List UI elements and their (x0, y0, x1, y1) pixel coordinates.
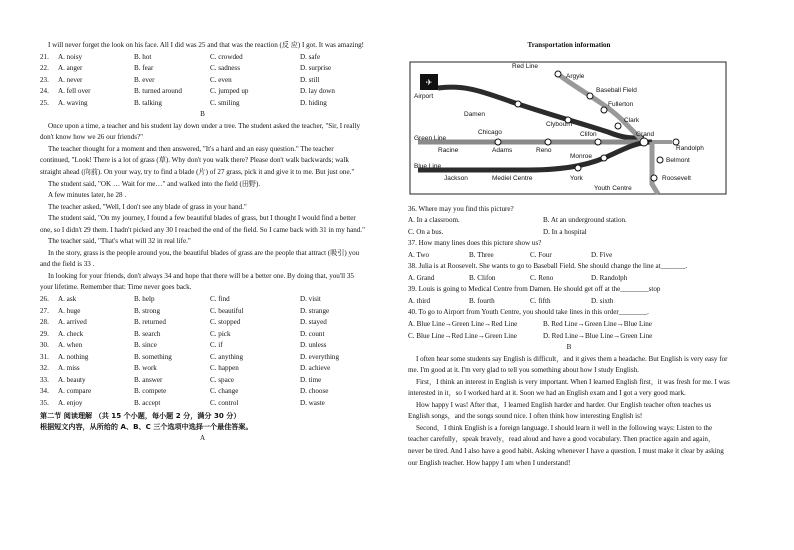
station-clifon (595, 139, 601, 145)
option-c: C. anything (210, 352, 244, 361)
question-text: 40. To go to Airport from Youth Centre, you should take lines in this order________. (408, 308, 649, 317)
label-airport: Airport (414, 92, 434, 100)
station-clark (615, 123, 621, 129)
station-damen (515, 101, 521, 107)
option-num: 34. (40, 387, 49, 396)
passage-b-paragraph: A few minutes later, he 28 . (48, 191, 127, 200)
station-argyle (555, 71, 561, 77)
option-num: 24. (40, 87, 49, 96)
option-c: C. space (210, 375, 235, 384)
label-damen: Damen (464, 110, 485, 118)
option-num: 32. (40, 364, 49, 373)
passage-b-paragraph: The teacher thought for a moment and then answered, "It's a hard and an easy question." The teacher continued, "Look! There is a lot of grass (草). Why don't you walk there? Please don't walk backwards; walk straight ahead (向前). On your way, try to find a blade (片) of 27 grass, pick it and give it to me. But just one." (40, 144, 355, 177)
option-c: C. happen (210, 364, 239, 373)
answer-b: B. fourth (469, 296, 495, 305)
option-row (40, 398, 365, 410)
option-d: D. count (300, 329, 325, 338)
answer-c: C. On a bus. (408, 227, 444, 236)
answer-c: C. Reno (530, 273, 554, 282)
options-a-list (40, 52, 365, 110)
question-text: 38. Julia is at Roosevelt. She wants to go to Baseball Field. She should change the line at_______. (408, 262, 688, 271)
passage-b-paragraph: In the story, grass is the people around you, the beautiful blades of grass are the people that attract (吸引) you and the field is 33 . (40, 248, 360, 269)
option-d: D. still (300, 75, 320, 84)
answer-row (408, 215, 730, 227)
question-text: 36. Where may you find this picture? (408, 204, 514, 213)
option-c: C. stopped (210, 318, 241, 327)
option-row (40, 386, 365, 398)
answer-b: B. Three (469, 250, 494, 259)
option-d: D. lay down (300, 87, 335, 96)
label-belmont: Belmont (666, 156, 690, 164)
option-a: A. never (58, 75, 83, 84)
options-b-list (40, 294, 365, 409)
answer-row (408, 227, 730, 239)
label-racine: Racine (438, 146, 459, 154)
option-a: A. waving (58, 98, 88, 107)
label-reno: Reno (536, 146, 552, 154)
option-a: A. huge (58, 306, 81, 315)
station-fullerton (601, 107, 607, 113)
station-chicago (495, 139, 501, 145)
intro-paragraph: I will never forget the look on his face. All I did was 25 and that was the reaction (反 应) I got. It was amazing! (48, 41, 365, 49)
answer-d: D. In a hospital (543, 227, 587, 236)
option-row (40, 86, 365, 98)
option-num: 23. (40, 75, 49, 84)
questions-list (408, 204, 730, 343)
answer-a: A. Grand (408, 273, 435, 282)
passage-b-paragraph: The teacher asked, "Well, I don't see any blade of grass in your hand." (48, 202, 247, 211)
option-d: D. hiding (300, 98, 327, 107)
passage-b-paragraph: The student said, "OK … Wait for me…" and walked into the field (田野). (48, 179, 261, 188)
option-row (40, 329, 365, 341)
option-a: A. enjoy (58, 398, 83, 407)
option-d: D. everything (300, 352, 340, 361)
passage-b-paragraph: Once upon a time, a teacher and his student lay down under a tree. The student asked the teacher, "Sir, I really don't know how we 26 our friends?" (40, 121, 361, 142)
station-roosevelt (651, 175, 657, 181)
option-c: C. smiling (210, 98, 240, 107)
option-row (40, 294, 365, 306)
label-medical-centre: Mediel Centre (492, 174, 533, 182)
label-red-line: Red Line (512, 62, 539, 70)
option-a: A. anger (58, 64, 83, 73)
passage-b-paragraph: The student said, "On my journey, I found a few beautiful blades of grass, but I thought I would find a better one, so I didn't 29 them. I hadn't picked any 30 I reached the end of the field. So I came back with 31 in my hand." (40, 214, 365, 234)
passage-paragraph: First，I think an interest in English is very important. When I learned English first，it was fresh for me. I was interested in it，so I worked hard at it. Soon we had an English exam and I got a very good mark. (408, 377, 730, 398)
passage-b (40, 121, 365, 294)
option-num: 29. (40, 329, 49, 338)
label-jackson: Jackson (444, 174, 468, 182)
option-num: 25. (40, 98, 49, 107)
option-row (40, 306, 365, 318)
option-b: B. strong (134, 306, 161, 315)
heading-a: A (199, 433, 206, 442)
station-baseball (587, 93, 593, 99)
option-c: C. change (210, 387, 239, 396)
option-row (40, 340, 365, 352)
station-belmont (657, 157, 663, 163)
label-monroe: Monroe (570, 152, 593, 160)
option-a: A. noisy (58, 52, 83, 61)
label-clybourn: Clybourn (546, 120, 573, 128)
label-grand: Grand (636, 130, 655, 138)
answer-d: D. Red Line→Blue Line→Green Line (543, 331, 653, 340)
label-blue-line: Blue Line (414, 162, 442, 170)
option-num: 21. (40, 52, 49, 61)
section-title: 第二节 阅读理解 （共 15 个小题，每小题 2 分，满分 30 分） (40, 410, 241, 420)
option-d: D. time (300, 375, 322, 384)
answer-a: A. Blue Line→Green Line→Red Line (408, 320, 518, 329)
option-b: B. compete (134, 387, 167, 396)
passage-b-paragraph: The teacher said, "That's what will 32 in real life." (48, 237, 191, 246)
label-fullerton: Fullerton (608, 100, 634, 108)
option-c: C. jumped up (210, 87, 249, 96)
option-b: B. something (134, 352, 172, 361)
label-green-line: Green Line (414, 134, 447, 142)
option-b: B. hot (134, 52, 152, 61)
answer-c: C. fifth (530, 296, 551, 305)
option-b: B. work (134, 364, 157, 373)
option-row (40, 352, 365, 364)
option-d: D. strange (300, 306, 330, 315)
answer-c: C. Blue Line→Red Line→Green Line (408, 331, 517, 340)
label-adams: Adams (492, 146, 513, 154)
option-b: B. returned (134, 318, 166, 327)
transit-map-svg (408, 54, 730, 200)
label-argyle: Argyle (566, 72, 585, 80)
option-d: D. choose (300, 387, 329, 396)
label-randolph: Randolph (676, 144, 704, 152)
option-c: C. beautiful (210, 306, 244, 315)
option-d: D. stayed (300, 318, 327, 327)
station-reno (545, 139, 551, 145)
left-column (40, 40, 365, 444)
option-row (40, 98, 365, 110)
option-a: A. nothing (58, 352, 89, 361)
option-row (40, 75, 365, 87)
option-b: B. search (134, 329, 161, 338)
answer-row (408, 273, 730, 285)
heading-b: B (200, 110, 205, 119)
option-b: B. fear (134, 64, 154, 73)
option-d: D. safe (300, 52, 321, 61)
option-row (40, 363, 365, 375)
answer-row (408, 296, 730, 308)
option-d: D. surprise (300, 64, 332, 73)
option-d: D. visit (300, 295, 321, 304)
right-column (408, 40, 730, 469)
label-clifon: Clifon (580, 130, 597, 138)
option-b: B. ever (134, 75, 155, 84)
option-row (40, 317, 365, 329)
option-num: 35. (40, 398, 49, 407)
answer-d: D. Randolph (591, 273, 628, 282)
plane-icon: ✈ (425, 77, 433, 87)
option-b: B. answer (134, 375, 163, 384)
answer-c: C. Four (530, 250, 552, 259)
option-a: A. miss (58, 364, 80, 373)
answer-b: B. Red Line→Green Line→Blue Line (543, 320, 652, 329)
answer-row (408, 250, 730, 262)
option-c: C. find (210, 295, 230, 304)
map-title: Transportation information (527, 41, 611, 49)
option-b: B. help (134, 295, 155, 304)
answer-a: A. Two (408, 250, 430, 259)
answer-row (408, 319, 730, 331)
option-c: C. crowded (210, 52, 243, 61)
label-youth-centre: Youth Centre (594, 184, 632, 192)
option-c: C. pick (210, 329, 231, 338)
option-row (40, 52, 365, 64)
option-num: 22. (40, 64, 49, 73)
option-b: B. turned around (134, 87, 182, 96)
option-a: A. when (58, 341, 83, 350)
station-york (575, 165, 581, 171)
option-c: C. even (210, 75, 232, 84)
label-chicago: Chicago (478, 128, 502, 136)
option-row (40, 63, 365, 75)
option-num: 30. (40, 341, 49, 350)
heading-b-right: B (566, 343, 572, 352)
transit-map (408, 54, 730, 200)
question-text: 37. How many lines does this picture show us? (408, 239, 542, 248)
option-a: A. beauty (58, 375, 86, 384)
option-d: D. waste (300, 398, 325, 407)
passage-paragraph: Second，I think English is a foreign language. I should learn it well in the following ways: Listen to the teacher carefully，speak bravely，read aloud and have a good vocabulary. Then practice again and again，never be tired. And I also have a good habit. Asking whenever I have a question. I must make it clear by asking our English teacher. How happy I am when I understand! (408, 423, 724, 467)
option-d: D. unless (300, 341, 327, 350)
section-instruction: 根据短文内容，从所给的 A、B、C 三个选项中选择一个最佳答案。 (40, 422, 253, 432)
passage-b-paragraph: In looking for your friends, don't always 34 and hope that there will be a better one. By doing that, you'll 35 your lifetime. Remember that: Time never goes back. (40, 271, 354, 292)
option-b: B. talking (134, 98, 162, 107)
label-york: York (570, 174, 583, 182)
answer-b: B. At an underground station. (543, 216, 627, 225)
option-num: 31. (40, 352, 49, 361)
option-c: C. control (210, 398, 239, 407)
station-grand (640, 138, 648, 146)
option-b: B. since (134, 341, 157, 350)
answer-d: D. Five (591, 250, 613, 259)
label-baseball-field: Baseball Field (596, 86, 637, 94)
option-d: D. achieve (300, 364, 331, 373)
answer-a: A. In a classroom. (408, 216, 460, 225)
option-num: 26. (40, 295, 49, 304)
option-num: 33. (40, 375, 49, 384)
answer-b: B. Clifon (469, 273, 496, 282)
answer-d: D. sixth (591, 296, 614, 305)
station-monroe (601, 155, 607, 161)
option-a: A. fell over (58, 87, 91, 96)
answer-row (408, 331, 730, 343)
option-a: A. check (58, 329, 84, 338)
answer-a: A. third (408, 296, 431, 305)
option-c: C. sadness (210, 64, 240, 73)
option-a: A. arrived (58, 318, 87, 327)
option-c: C. if (210, 341, 223, 350)
passage-paragraph: I often hear some students say English is difficult，and it gives them a headache. But English is very easy for me. I'm good at it. I'm very glad to tell you something about how I study English. (408, 354, 728, 375)
label-roosevelt: Roosevelt (662, 174, 691, 182)
passage-right (408, 354, 730, 469)
question-text: 39. Louis is going to Medical Centre from Damen. He should get off at the________stop (408, 285, 661, 294)
option-num: 27. (40, 306, 49, 315)
option-row (40, 375, 365, 387)
label-clark: Clark (624, 116, 640, 124)
option-b: B. accept (134, 398, 161, 407)
option-num: 28. (40, 318, 49, 327)
option-a: A. ask (58, 295, 77, 304)
passage-paragraph: How happy I was! After that，I learned English harder and harder. Our English teacher often teaches us English songs，and the songs sound nice. I often think how interesting English is! (408, 400, 712, 421)
option-a: A. compare (58, 387, 92, 396)
